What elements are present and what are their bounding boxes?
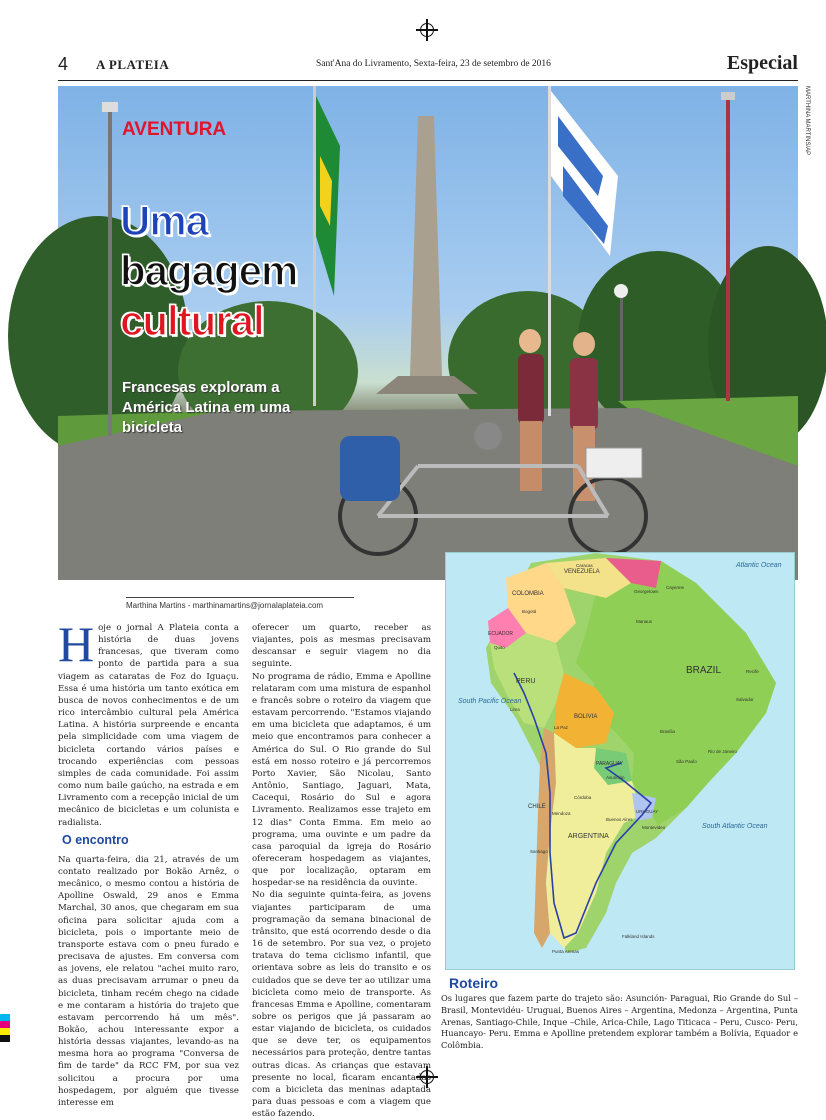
roteiro-text: Os lugares que fazem parte do trajeto são: Asunción- Paraguai, Rio Grande do Sul –Brasil, Montevidéu- Uruguai, Buenos Aires – Argentina, Medonza – Argentina, Punta Arenas, Santiago-Chile, Inque –Chile, Arica-Chile, Lago Titicaca – Peru, Cusco- Peru, Huancayo- Peru. Emma e Apolline pretendem explorar também a Bolívia, Equador e Colômbia. [441, 993, 798, 1051]
article-paragraph: No dia seguinte quinta-feira, as jovens viajantes participaram de uma programação da semana binacional de trânsito, que está ocorrendo desde o dia 16 de setembro. Por sua vez, o projeto tratava do tema ciclismo infantil, que orientava sobre as leis do transito e os cuidados que se deve ter ao utilizar uma bicicleta como meio de transporte. As francesas Emma e Apolline, comentaram sobre os perigos que já passaram ao estar viajando de bicicleta, os cuidados que se deve ter, os equipamentos necessários para proteção, dentre tantas outras dicas. As crianças que estavam presente no local, ficaram encantadas com a bicicleta das meninas adaptada para duas pessoas e com a viagem que estão fazendo. [252, 890, 431, 1120]
section-subtitle: O encontro [62, 832, 129, 847]
map-label-salvador: Salvador [736, 697, 754, 702]
registration-mark-top [416, 19, 438, 41]
map-label-bolivia: BOLIVIA [574, 714, 598, 720]
headline-line-1: Uma [120, 197, 209, 244]
map-label-recife: Recife [746, 669, 759, 674]
map-label-manaus: Manaus [636, 619, 653, 624]
map-label-asuncion: Asunción [606, 775, 625, 780]
photo-credit: MARTHINA MARTINS/AP [804, 86, 810, 156]
map-label-uruguay: URUGUAY [636, 809, 659, 814]
byline: Marthina Martins - marthinamartins@jornalaplateia.com [126, 597, 354, 610]
map-label-quito: Quito [494, 645, 505, 650]
page-number: 4 [58, 54, 69, 74]
article-column-2 [252, 622, 431, 1120]
section-name: Especial [726, 52, 798, 74]
map-label-argentina: ARGENTINA [568, 833, 609, 840]
map-label-sao-paulo: São Paulo [676, 759, 697, 764]
map-label-venezuela: VENEZUELA [564, 569, 600, 575]
article-paragraph: No programa de rádio, Emma e Apolline relataram com uma mistura de espanhol e francês sobre o roteiro da viagem que estavam percorrendo. "Estamos viajando em uma bicicleta que adaptamos, é um meio que encontramos para conhecer a América do Sul. O Rio grande do Sul está em nosso roteiro e já percorremos Porto Xavier, São Nicolau, Santo Antônio, Santiago, Jaguari, Mata, Cacequi, Rosário do Sul e agora Livramento. Realizamos esse trajeto em 12 dias" Conta Emma. Em meio ao programa, uma ouvinte e um padre da casa paroquial da igreja do Rosário ofereceram hospedagem as viajantes, que por localização, optaram em hospedar-se na residência da ouvinte. [252, 671, 431, 889]
map-label-colombia: COLOMBIA [512, 591, 544, 597]
headline [120, 196, 340, 346]
map-label-brasilia: Brasília [660, 729, 676, 734]
color-bar-black [0, 1035, 10, 1042]
headline-line-3: cultural [120, 297, 264, 344]
map-label-santiago: Santiago [530, 849, 548, 854]
map-label-lima: Lima [510, 707, 520, 712]
roteiro-title: Roteiro [449, 975, 498, 991]
map-label-rio: Rio de Janeiro [708, 749, 738, 754]
map-label-atlantic-north: Atlantic Ocean [736, 562, 782, 569]
map-label-caracas: Caracas [576, 563, 593, 568]
map-label-pacific: South Pacific Ocean [458, 698, 522, 705]
map-label-cayenne: Cayenne [666, 585, 685, 590]
color-bar-magenta [0, 1021, 10, 1028]
map-label-montevideo: Montevideo [642, 825, 666, 830]
map-label-ecuador: ECUADOR [488, 631, 514, 637]
map-label-brazil: BRAZIL [686, 665, 722, 676]
map-label-falklands: Falkland Islands [622, 934, 655, 939]
map-label-georgetown: Georgetown [634, 589, 659, 594]
map-label-peru: PERU [516, 678, 536, 685]
south-america-map [445, 552, 795, 970]
map-label-bogota: Bogotá [522, 609, 537, 614]
map-label-atlantic-south: South Atlantic Ocean [702, 823, 768, 830]
article-column-1 [58, 616, 239, 1109]
map-label-paraguay: PARAGUAY [596, 761, 624, 767]
article-paragraph: oje o jornal A Plateia conta a história de duas jovens francesas, que tiveram como ponto de partida para a sua viagem as cataratas de Foz do Iguaçu. Essa é uma história um tanto exótica em busca de novos conhecimentos e de um rico intercâmbio cultural pela América Latina. A história surpreende e encanta pela simplicidade com uma viagem de bicicleta cortando vários países e trocando experiências com pessoas simples de cada comunidade. Foi assim como num baile gaúcho, na estrada e em Livramento com a recepção inicial de um mecânico de bicicletas e um colunista e radialista. [58, 623, 239, 828]
map-label-chile: CHILE [528, 804, 546, 810]
map-label-punta-arenas: Punta Arenas [552, 949, 580, 954]
color-bar-cyan [0, 1014, 10, 1021]
headline-line-2: bagagem [120, 247, 298, 294]
drop-cap: H [58, 616, 95, 672]
dateline: Sant'Ana do Livramento, Sexta-feira, 23 de setembro de 2016 [316, 59, 551, 69]
map-label-cordoba: Córdoba [574, 795, 592, 800]
kicker: AVENTURA [122, 119, 227, 140]
map-label-mendoza: Mendoza [552, 811, 571, 816]
header-rule [58, 80, 798, 81]
page-header [58, 54, 798, 80]
article-paragraph: Na quarta-feira, dia 21, através de um contato realizado por Bokão Arnêz, o mecânico, o mesmo contou a história de Apolline Oswald, 29 anos e Emma Marchal, 30 anos, que chegaram em sua oficina para solicitar ajuda com a bicicleta, pois o importante meio de transporte estava com o pneu furado e precisava de ajustes. Em conversa com as jovens, ele relatou "achei muito raro, as duas precisavam arrumar o pneu da bicicleta, tinham recém chego na cidade e me contaram a história do trajeto que estavam percorrendo há um mês". Bokão, achou interessante expor a história dessas viajantes, levando-as na mesma hora ao programa "Conversa de fim de tarde" da RCC FM, por sua vez solicitou a procura por uma hospedagem, por alguém que tivesse interesse em [58, 854, 239, 1108]
map-label-buenos-aires: Buenos Aires [606, 817, 633, 822]
newspaper-name: A PLATEIA [96, 57, 170, 72]
color-bar-yellow [0, 1028, 10, 1035]
subhead: Francesas exploram a América Latina em uma bicicleta [122, 379, 291, 436]
map-label-la-paz: La Paz [554, 725, 569, 730]
article-paragraph: oferecer um quarto, receber as viajantes, pois as mesmas precisavam descansar e seguir viagem no dia seguinte. [252, 623, 431, 670]
